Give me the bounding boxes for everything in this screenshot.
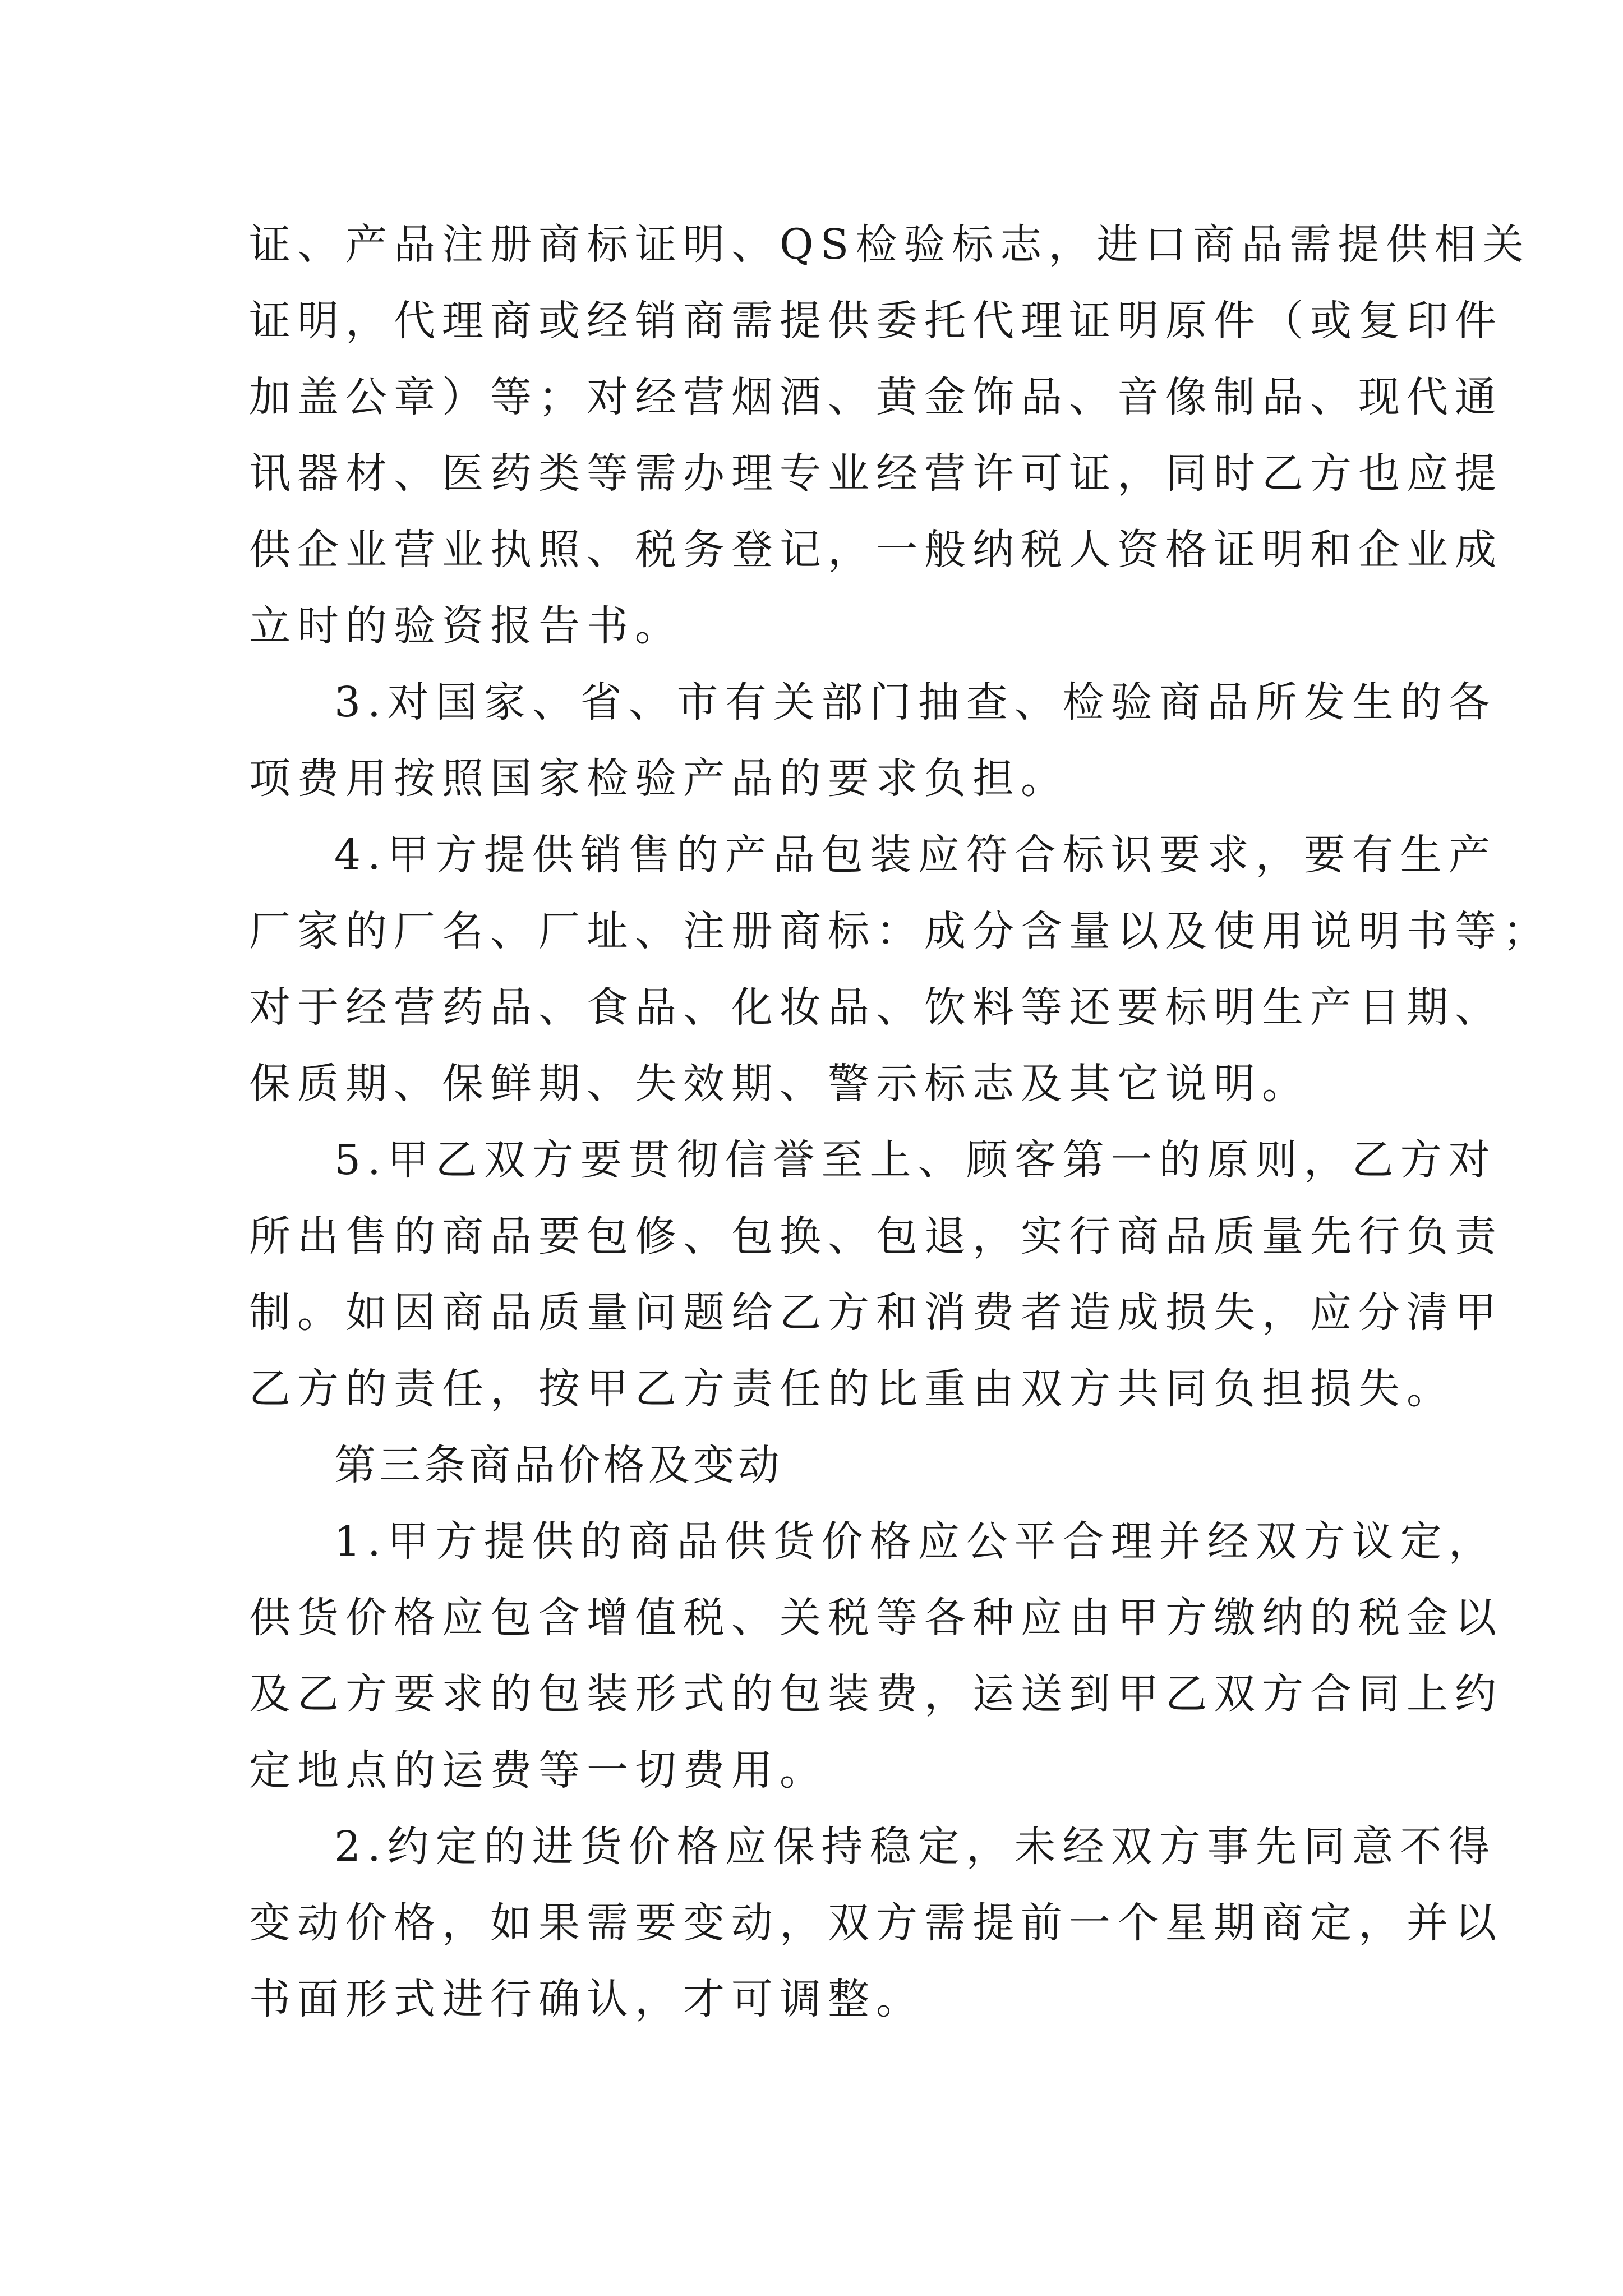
text-line: 供货价格应包含增值税、关税等各种应由甲方缴纳的税金以 (249, 1594, 1503, 1642)
text-line: 5.甲乙双方要贯彻信誉至上、顾客第一的原则，乙方对 (334, 1136, 1497, 1184)
paragraph-item-5 (249, 1122, 1503, 1427)
text-line: 定地点的运费等一切费用。 (249, 1746, 828, 1795)
paragraph-item-3 (249, 664, 1497, 817)
text-line: 保质期、保鲜期、失效期、警示标志及其它说明。 (249, 1060, 1310, 1108)
text-line: 证明，代理商或经销商需提供委托代理证明原件（或复印件 (249, 297, 1503, 345)
paragraph-price-item-1 (249, 1503, 1503, 1809)
paragraph-cert-requirements (249, 206, 1531, 664)
text-line: 书面形式进行确认，才可调整。 (249, 1975, 924, 2023)
text-line: 3.对国家、省、市有关部门抽查、检验商品所发生的各 (334, 678, 1497, 726)
document-body (249, 206, 1551, 2037)
text-line: 所出售的商品要包修、包换、包退，实行商品质量先行负责 (249, 1212, 1503, 1260)
text-line: 制。如因商品质量问题给乙方和消费者造成损失，应分清甲 (249, 1289, 1503, 1337)
text-line: 项费用按照国家检验产品的要求负担。 (249, 754, 1069, 803)
text-line: 2.约定的进货价格应保持稳定，未经双方事先同意不得 (334, 1823, 1497, 1871)
paragraph-item-4 (249, 817, 1551, 1122)
text-line: 乙方的责任，按甲乙方责任的比重由双方共同负担损失。 (249, 1365, 1455, 1413)
text-line: 证、产品注册商标证明、QS检验标志，进口商品需提供相关 (249, 220, 1531, 269)
text-line: 对于经营药品、食品、化妆品、饮料等还要标明生产日期、 (249, 983, 1503, 1032)
text-line: 讯器材、医药类等需办理专业经营许可证，同时乙方也应提 (249, 449, 1503, 498)
text-line: 1.甲方提供的商品供货价格应公平合理并经双方议定， (334, 1517, 1497, 1566)
section-heading: 第三条商品价格及变动 (334, 1441, 783, 1489)
paragraph-price-item-2 (249, 1809, 1503, 2037)
text-line: 加盖公章）等；对经营烟酒、黄金饰品、音像制品、现代通 (249, 373, 1503, 421)
text-line: 立时的验资报告书。 (249, 602, 683, 650)
text-line: 厂家的厂名、厂址、注册商标：成分含量以及使用说明书等； (249, 907, 1551, 955)
text-line: 4.甲方提供销售的产品包装应符合标识要求，要有生产 (334, 831, 1497, 879)
text-line: 供企业营业执照、税务登记，一般纳税人资格证明和企业成 (249, 526, 1503, 574)
text-line: 变动价格，如果需要变动，双方需提前一个星期商定，并以 (249, 1899, 1503, 1947)
text-line: 及乙方要求的包装形式的包装费，运送到甲乙双方合同上约 (249, 1670, 1503, 1718)
section-heading-article-3 (249, 1427, 1382, 1503)
